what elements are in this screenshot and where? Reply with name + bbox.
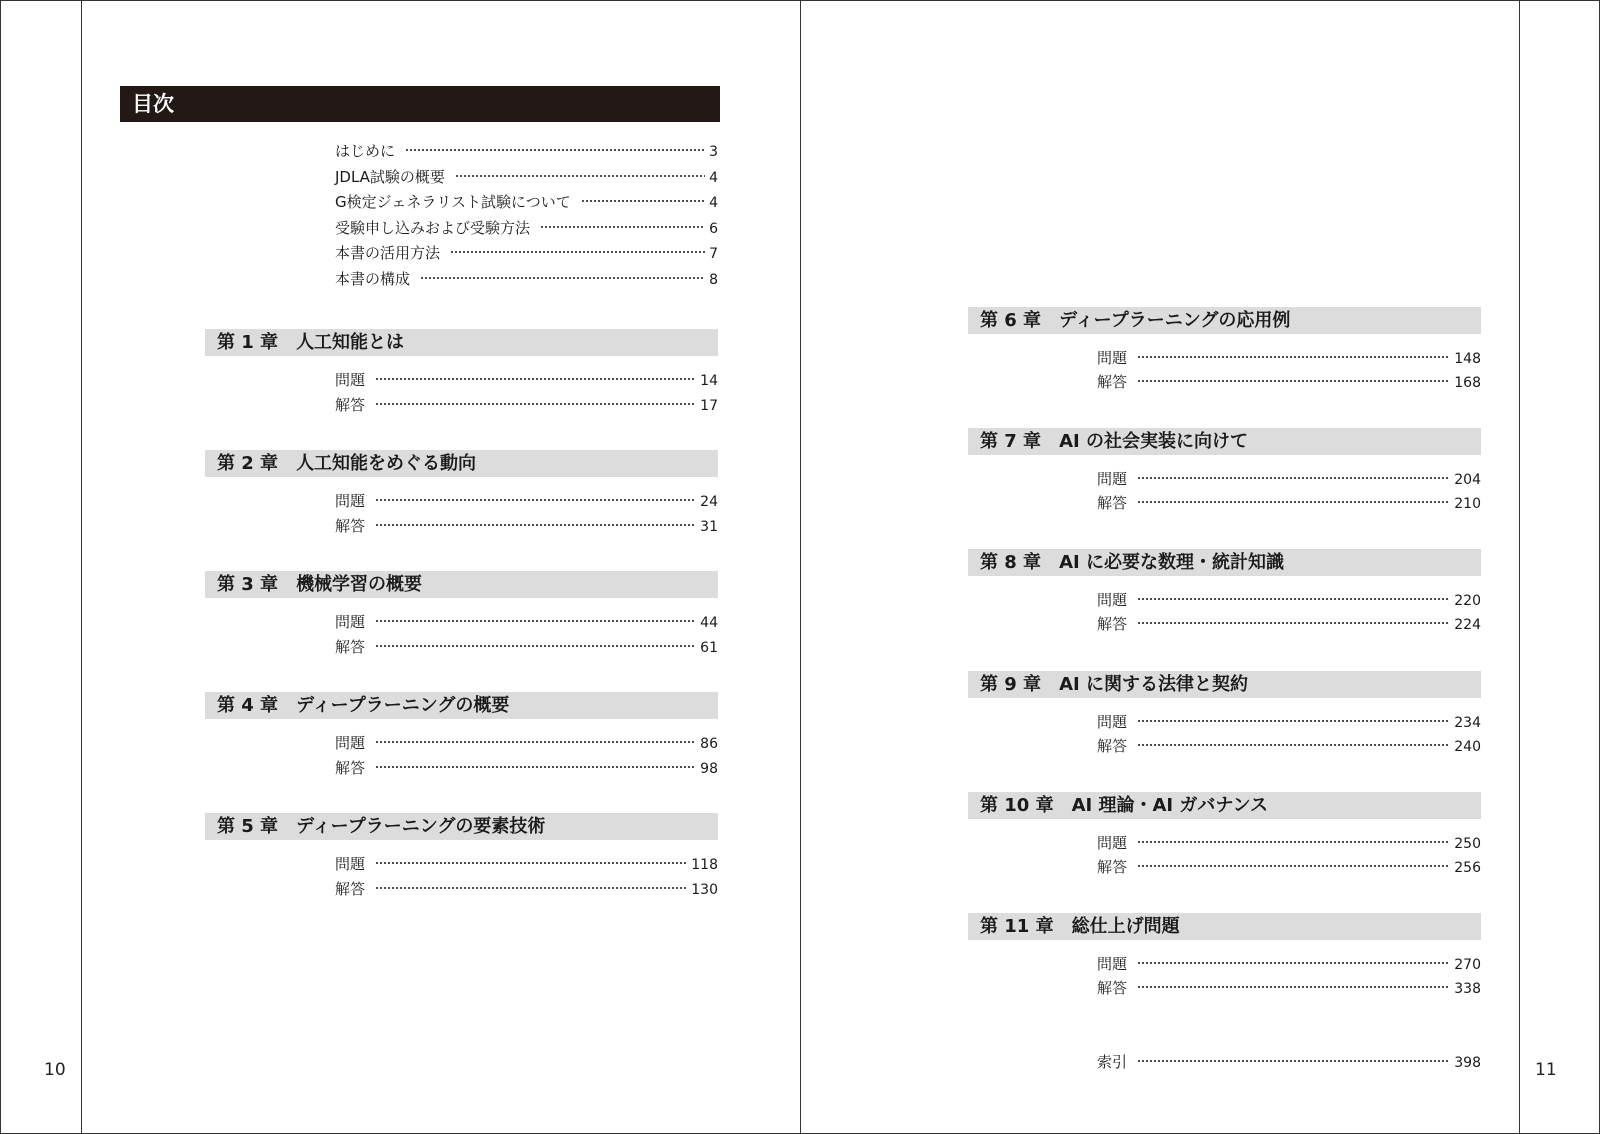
toc-entry [335, 162, 718, 186]
toc-entry-label: 解答 [335, 880, 366, 898]
dot-leader [1137, 609, 1450, 629]
toc-entry-label: 索引 [1097, 1053, 1128, 1071]
dot-leader [455, 162, 705, 182]
toc-entry-label: 問題 [335, 855, 366, 873]
left-page-number: 10 [44, 1060, 66, 1080]
chapter-title: 総仕上げ問題 [1071, 916, 1180, 937]
toc-entry-page: 24 [700, 494, 718, 510]
dot-leader [1137, 1047, 1450, 1067]
dot-leader [450, 238, 705, 258]
dot-leader [1137, 707, 1450, 727]
toc-entry-page: 256 [1454, 859, 1481, 876]
toc-entry-page: 210 [1454, 496, 1481, 513]
toc-entry-label: 解答 [335, 759, 366, 777]
toc-entry-label: 解答 [1097, 494, 1128, 513]
chapter-number: 第 1 章 [217, 332, 279, 353]
toc-entry-page: 168 [1454, 375, 1481, 391]
toc-entry [1097, 343, 1481, 367]
toc-entry [1097, 828, 1481, 852]
toc-entry-page: 130 [691, 882, 718, 898]
toc-entry-label: 問題 [335, 734, 366, 752]
toc-entry [1097, 707, 1481, 731]
toc-entry [1097, 949, 1481, 973]
toc-entry-label: 解答 [1097, 736, 1128, 755]
toc-entry [1097, 1047, 1481, 1071]
dot-leader [1137, 973, 1450, 993]
chapter-number: 第 8 章 [980, 552, 1042, 574]
toc-entry-page: 4 [709, 169, 718, 186]
chapter-heading [968, 428, 1481, 455]
toc-entry-label: 解答 [335, 517, 366, 535]
chapter-number: 第 4 章 [217, 695, 279, 716]
toc-entry-page: 17 [700, 398, 718, 414]
chapter-heading [205, 450, 718, 477]
toc-entry-label: 解答 [335, 638, 366, 656]
toc-entry-label: JDLA試験の概要 [335, 167, 445, 186]
dot-leader [1137, 828, 1450, 848]
dot-leader [375, 753, 696, 773]
toc-entry-page: 44 [700, 615, 718, 631]
toc-entry-page: 7 [709, 246, 718, 263]
toc-entry [335, 632, 718, 656]
toc-entry-page: 3 [709, 144, 718, 160]
left-margin-line [81, 0, 82, 1134]
dot-leader [1137, 731, 1450, 751]
chapter-heading [968, 671, 1481, 698]
toc-entry-label: 本書の活用方法 [335, 244, 441, 263]
dot-leader [1137, 949, 1450, 969]
toc-entry-label: 問題 [1097, 955, 1128, 973]
chapter-number: 第 5 章 [217, 816, 279, 837]
dot-leader [375, 607, 696, 627]
dot-leader [1137, 488, 1450, 508]
chapter-heading [968, 792, 1481, 819]
toc-entry [1097, 731, 1481, 755]
chapter-number: 第 3 章 [217, 574, 279, 595]
dot-leader [375, 874, 687, 894]
chapter-heading [968, 549, 1481, 576]
toc-entry-page: 148 [1454, 351, 1481, 367]
dot-leader [375, 632, 696, 652]
toc-entry [335, 728, 718, 752]
toc-entry-page: 8 [709, 272, 718, 288]
toc-entry-page: 4 [709, 195, 718, 212]
toc-entry [1097, 367, 1481, 391]
toc-entry-label: 問題 [335, 371, 366, 389]
chapter-heading [205, 692, 718, 719]
chapter-title: AI 理論・AI ガバナンス [1071, 794, 1268, 816]
chapter-number: 第 6 章 [980, 310, 1042, 331]
dot-leader [420, 264, 705, 284]
chapter-title: AI に必要な数理・統計知識 [1059, 552, 1284, 574]
chapter-number: 第 7 章 [980, 431, 1042, 453]
toc-entry-page: 6 [709, 220, 718, 237]
toc-entry [335, 390, 718, 414]
dot-leader [540, 213, 705, 233]
chapter-title: ディープラーニングの概要 [296, 695, 510, 716]
toc-entry [335, 365, 718, 389]
toc-entry [335, 264, 718, 288]
dot-leader [375, 390, 696, 410]
toc-entry [335, 486, 718, 510]
chapter-title: ディープラーニングの応用例 [1059, 310, 1291, 331]
toc-entry [1097, 464, 1481, 489]
dot-leader [375, 511, 696, 531]
dot-leader [375, 728, 696, 748]
toc-entry-page: 118 [691, 857, 718, 873]
dot-leader [1137, 367, 1450, 387]
right-page-number: 11 [1535, 1060, 1557, 1080]
toc-entry [335, 874, 718, 898]
toc-entry-page: 398 [1454, 1055, 1481, 1071]
toc-entry-label: 解答 [1097, 979, 1128, 997]
toc-entry-label: 受験申し込みおよび受験方法 [335, 218, 531, 237]
toc-entry-page: 338 [1454, 981, 1481, 997]
toc-entry [1097, 973, 1481, 997]
toc-entry-label: 問題 [1097, 833, 1128, 852]
toc-entry-page: 14 [700, 373, 718, 389]
toc-entry-page: 220 [1454, 593, 1481, 610]
chapter-title: AI に関する法律と契約 [1059, 673, 1248, 695]
gutter-line [800, 0, 801, 1134]
toc-entry-page: 240 [1454, 738, 1481, 755]
toc-entry-page: 224 [1454, 617, 1481, 634]
toc-entry-page: 98 [700, 761, 718, 777]
toc-entry [335, 187, 718, 212]
toc-entry-label: 問題 [1097, 591, 1128, 610]
toc-entry-label: 解答 [1097, 373, 1128, 391]
dot-leader [375, 365, 696, 385]
dot-leader [1137, 585, 1450, 605]
chapter-title: AI の社会実装に向けて [1059, 431, 1248, 453]
toc-entry [335, 213, 718, 237]
right-margin-line [1519, 0, 1520, 1134]
toc-title: 目次 [120, 86, 720, 122]
toc-entry [1097, 609, 1481, 634]
toc-entry [1097, 585, 1481, 610]
toc-entry-label: 解答 [335, 396, 366, 414]
toc-entry-label: G検定ジェネラリスト試験について [335, 193, 571, 212]
toc-entry-label: 解答 [1097, 615, 1128, 634]
toc-entry-page: 204 [1454, 472, 1481, 489]
dot-leader [581, 187, 705, 207]
chapter-number: 第 9 章 [980, 673, 1042, 695]
chapter-number: 第 11 章 [980, 916, 1054, 937]
toc-entry [335, 607, 718, 631]
toc-entry-label: 問題 [1097, 349, 1128, 367]
toc-entry [335, 238, 718, 263]
chapter-title: 人工知能をめぐる動向 [296, 453, 477, 474]
toc-entry-label: 本書の構成 [335, 270, 411, 288]
chapter-number: 第 2 章 [217, 453, 279, 474]
chapter-heading [205, 571, 718, 598]
toc-entry-label: 問題 [335, 613, 366, 631]
toc-entry [335, 511, 718, 535]
chapter-title: 機械学習の概要 [296, 574, 423, 595]
dot-leader [1137, 852, 1450, 872]
chapter-heading [205, 813, 718, 840]
toc-entry-label: 問題 [335, 492, 366, 510]
dot-leader [375, 486, 696, 506]
dot-leader [375, 849, 687, 869]
toc-entry-page: 31 [700, 519, 718, 535]
toc-entry [1097, 852, 1481, 876]
toc-entry [335, 753, 718, 777]
toc-entry-page: 61 [700, 640, 718, 656]
dot-leader [405, 136, 705, 156]
toc-entry [1097, 488, 1481, 513]
dot-leader [1137, 464, 1450, 484]
toc-entry-page: 234 [1454, 714, 1481, 731]
toc-entry [335, 849, 718, 873]
toc-entry-label: 問題 [1097, 712, 1128, 731]
toc-entry-label: 解答 [1097, 857, 1128, 876]
toc-entry-page: 270 [1454, 957, 1481, 973]
toc-entry-label: 問題 [1097, 470, 1128, 489]
toc-entry [335, 136, 718, 160]
toc-entry-page: 86 [700, 736, 718, 752]
chapter-heading [205, 329, 718, 356]
chapter-title: 人工知能とは [296, 332, 405, 353]
chapter-title: ディープラーニングの要素技術 [296, 816, 546, 837]
chapter-number: 第 10 章 [980, 794, 1054, 816]
chapter-heading [968, 913, 1481, 940]
chapter-heading [968, 307, 1481, 334]
toc-entry-label: はじめに [335, 142, 396, 160]
dot-leader [1137, 343, 1450, 363]
toc-entry-page: 250 [1454, 835, 1481, 852]
